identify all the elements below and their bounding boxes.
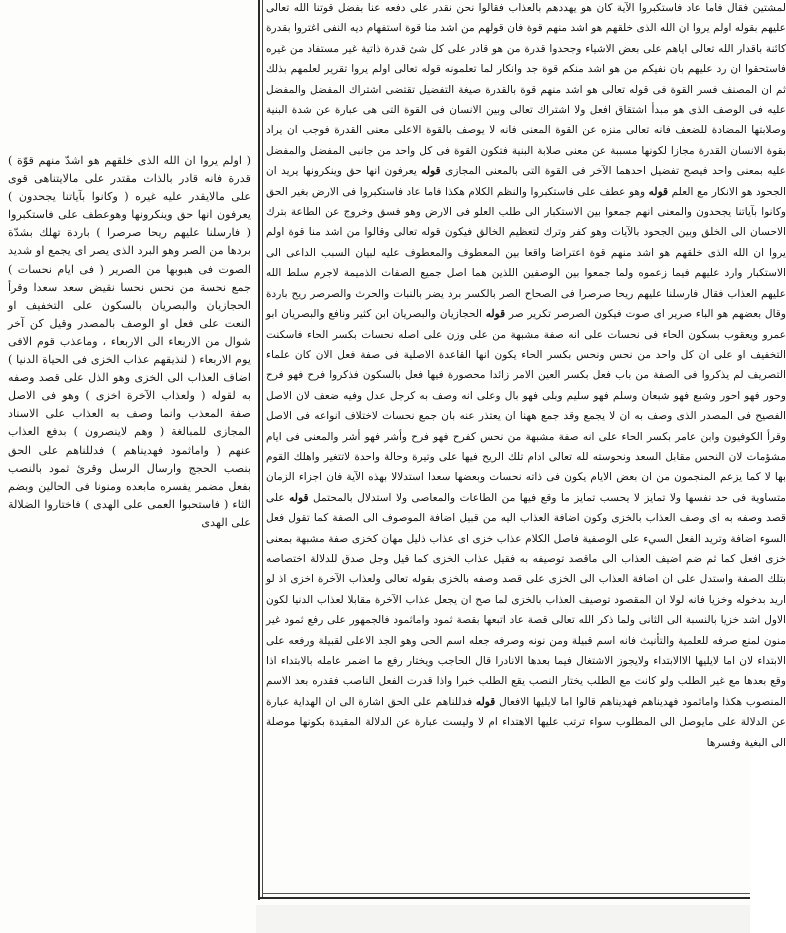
frame-rule-left-inner <box>262 0 263 898</box>
main-text-body <box>266 0 786 753</box>
page-bottom-margin <box>256 905 750 933</box>
frame-rule-bottom-inner <box>262 893 750 894</box>
frame-rule-left <box>258 0 260 900</box>
frame-rule-bottom <box>258 897 750 899</box>
main-commentary-column <box>266 0 786 893</box>
margin-commentary <box>8 152 251 532</box>
margin-commentary-text: ( اولم يروا ان الله الذى خلقهم هو اشدّ منهم قوّة ) قدرة فانه قادر بالذات مقتدر على مالايتناهى قوى على مالايقدر عليه غيره ( وكانوا بآياتنا يجحدون ) يعرفون انها حق وينكرونها وهوعطف على فاستكبروا ( فارسلنا عليهم ريحا صرصرا ) باردة تهلك بشدّة بردها من الصر وهو البرد الذى يصر اى يجمع او شديد الصوت فى هبوبها من الصرير ( فى ايام نحسات ) جمع نحسة من نحس نحسا نقيض سعد سعدا وقرأ الحجازيان والبصريان بالسكون على التخفيف او النعت على فعل او الوصف بالمصدر وقيل كن آخر شوال من الاربعاء الى الاربعاء ، وماعذب قوم الافى يوم الاربعاء ( لنذيقهم عذاب الخزى فى الحياة الدنيا ) اضاف العذاب الى الخزى وهو الذل على قصد وصفه به لقوله ( ولعذاب الآخرة اخزى ) وهو فى الاصل صفة المعذب وانما وصف به العذاب على الاسناد المجازى للمبالغة ( وهم لاينصرون ) بدفع العذاب عنهم ( واماثمود فهديناهم ) فدللناهم على الحق بنصب الحجج وارسال الرسل وقرئ ثمود بالنصب بفعل مضمر يفسره مابعده ومنونا فى الحالين وبضم الثاء ( فاستحبوا العمى على الهدى ) فاختاروا الضلالة على الهدى <box>8 154 251 529</box>
qawluhu-marker-5: قوله <box>475 695 496 708</box>
main-text-segment-5: على قصد وصفه به اى وصف العذاب بالخزى وكون اضافة العذاب اليه من قبيل اضافة الموصوف الى الصفة كما تقول فعل السوء اضافة وتريد الفعل السيء على الوصفية فاصل الكلام عذاب خزى اى عذاب ذليل مهان كخزى صفة مشبهة بمعنى خزى افعل كما ثم ضم اضيف العذاب الى ماقصد توصيفه به فقيل عذاب الخزى كما قيل وجل صدق للدلالة اختصاصه بتلك الصفة واستدل على ان اضافة العذاب الى الخزى على قصد وصفه بالخزى بقوله تعالى ولعذاب الآخرة اخزى اذ لو اريد بدخوله وخزيا فانه لولا ان المقصود توصيف العذاب بالخزى لما صح ان يجعل عذاب الآخرة مقابلا لعذاب الدنيا لكون الاول اشد خزيا بالنسبة الى الثانى ولما ذكر الله تعالى قصة عاد اتبعها بقصة ثمود واماثمود فالجمهور على رفع ثمود غير منون لمنع صرفه للعلمية والتأنيث فانه اسم قبيلة ومن نونه وصرفه جعله اسم الحى وهو الجد الاعلى لقبيلة ورفعه على الابتداء لان اما لايليها الاالابتداء ولايجوز الاشتغال فيما بعدها الانادرا قال الحاجب ويختار رفع ما اضمر عامله بالابتداء اذا وقع بعدها مع غير الطلب ولو كانت مع الطلب يختار النصب يقع الطلب خبرا واذا قدرت الفعل الناصب فقدره بعد الاسم المنصوب هكذا واماثمود فهديناهم فهديناهم قالوا اما لايليها الافعال <box>266 491 786 708</box>
qawluhu-marker-1: قوله <box>421 165 441 178</box>
main-text-segment-1: لمشتين فقال فاما عاد فاستكبروا الآية كان هو يهددهم بالعذاب فقالوا نحن نقدر على دفعه عنا بفضل قوتنا الله تعالى عليهم بقوله اولم يروا ان الله الذى خلقهم هو اشد منهم قوة فان قولهم من اشد منا قوة استفهام ديه النفى اغتروا بقدرة كائنة باقدار الله تعالى اياهم على بعض الاشياء وجحدوا قدرة من هو قادر على كل شئ قدرة ذاتية غير مستفاد من غيره فاستحقوا ان رد عليهم بان نفيكم من هو اشد منكم قوة جد وانكار لما تعلمونه قوله تعالى اولم يروا تقرير لعلمهم بذلك ثم ان المصنف فسر القوة فى قوله تعالى هو اشد منهم قوة بالقدرة صيغة التفضيل تقتضى اشتراك المفضل والمفضل عليه فى الوصف الذى هو مبدأ اشتقاق افعل ولا اشتراك تعالى وبين الانسان فى القوة التى هى عبارة عن شدة البنية وصلابتها المضادة للضعف فانه تعالى منزه عن القوة المعنى فانه لا يوصف بالقوة الاعلى معنى القدرة فوجب ان يراد بقوة الانسان القدرة مجازا لكونها مسببة عن معنى صلابة البنية فتكون القوة فى كل واحد من جانبى المفضل والمفضل عليه بمعنى واحد فيصح تفضيل احدهما الآخر فى القوة التى بالمعنى المجازى <box>266 2 786 178</box>
qawluhu-marker-3: قوله <box>485 308 506 321</box>
main-text-segment-4: الحجازيان والبصريان ابن كثير ونافع والبصريان ابو عمرو ويعقوب بسكون الحاء فى نحسات على انه صفة مشبهة من على وزن على اصله نحسات بكسر الحاء فاسكنت التخفيف او على ان كل واحد من نحس ونحس بكسر الحاء يكون انها القاعدة الاصلية فى صفة فعل الان كان علماء التصريف لم يذكروا فى الصفة من باب فعل بكسر العين الامر زائدا محصورة فيها فعل بالسكون فذكروا فرح فهو فرح وحور فهو احور وشبع فهو شبعان وسلم فهو سليم وبلى فهو بال وعلى انه وصف به كرجل عدل وفيه ضعف لان الاصل الفصيح فى المصدر الذى وصف به ان لا يجمع وقد جمع ههنا ان يعتذر عنه بان جمع نحسات لاختلاف انواعه فى الاصل وقرأ الكوفيون وابن عامر بكسر الحاء على انه صفة مشبهة من نحس كفرح فهو فرح وأشر فهو أشر والمعنى فى ايام مشؤمات لان النحس مقابل السعد ونحوسته لله تعالى ادام تلك الريح فيها على وتيرة وحالة واحدة لاتتغير واهلك القوم بها لا كما يزعم المنجمون من ان بعض الايام يكون فى ذاته نحسات وبعضها سعدا استدلالا بهذه الآية فان اجزاء الزمان متساوية فى حد نفسها ولا تمايز لا يحسب تمايز ما وقع فيها من الطاعات والمعاصى ولا استدلال بالمحتمل <box>266 308 786 504</box>
main-text-segment-3: وهو عطف على فاستكبروا والنظم الكلام هكذا فاما عاد فاستكبروا فى الارض بغير الحق وكانوا بآياتنا يجحدون والمعنى انهم جمعوا بين الاستكبار الى طلب العلو فى الارض وهو فسق وخروج عن الطاعة بترك الاحسان الى الخلق وبين الجحود بالآيات وهو كفر وترك لتعظيم الخالق فيكون قوله تعالى وقالوا من اشد منا قوة اولم يروا ان الله الذى خلقهم هو اشد منهم قوة اعتراضا واقعا بين المعطوف والمعطوف عليه لبيان السبب الداعى الى الاستكبار وارد عليهم فيما زعموه ولما جمعوا بين الوصفين اللذين هما اصل جميع الصفات الذميمة لاجرم سلط الله عليهم العذاب فقال فارسلنا عليهم ريحا صرصرا فى الصحاح الصر بالكسر برد يضر بالنبات والحرث والصرصر ريح باردة وقال بعضهم هو الباء صرير اى صوت فيكون الصرصر تكرير صر <box>266 185 786 321</box>
qawluhu-marker-4: قوله <box>289 491 309 504</box>
main-text-segment-6: فدللناهم على الحق اشارة الى ان الهداية عبارة عن الدلالة على مايوصل الى المطلوب سواء ترتب عليها الاهتداء ام لا وليست عبارة عن الدلالة المقيدة بكونها موصلة الى البغية وفسرها <box>266 695 786 749</box>
qawluhu-marker-2: قوله <box>648 185 669 198</box>
main-text-segment-2: يعرفون انها حق وينكرونها يريد ان الجحود هو الانكار مع العلم <box>266 165 786 198</box>
